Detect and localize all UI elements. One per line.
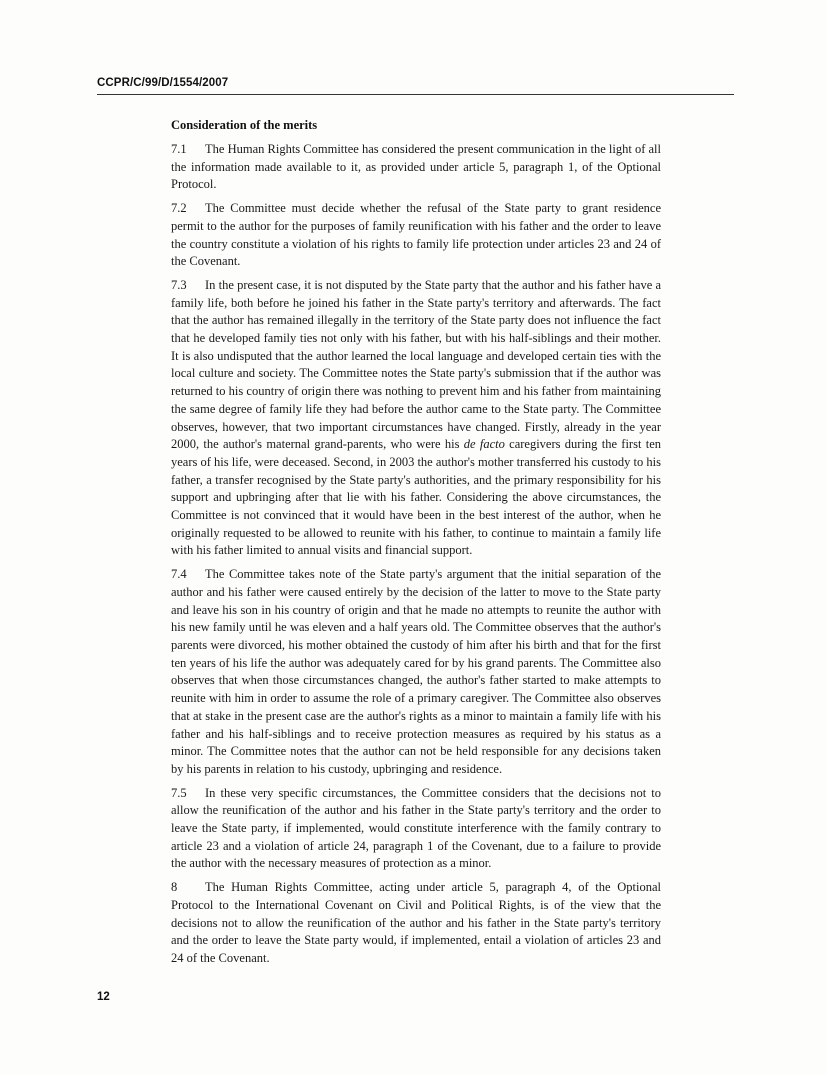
paragraph-7-5 (171, 785, 661, 874)
paragraph-7-3 (171, 277, 661, 560)
paragraph-text: In the present case, it is not disputed by the State party that the author and his father have a family life, both before he joined his father in the State party's territory and afterwards. The fact that the author has remained illegally in the territory of the State party does not influence the fact that he developed family ties not only with his father, but with his half-siblings and their mother. It is also undisputed that the author learned the local language and developed certain ties with the local culture and society. The Committee notes the State party's submission that if the author was returned to his country of origin there was nothing to prevent him and his father from maintaining the same degree of family life they had before the author came to the State party. The Committee observes, however, that two important circumstances have changed. Firstly, already in the year 2000, the author's maternal grand-parents, who were his (171, 277, 661, 452)
paragraph-text: The Committee takes note of the State party's argument that the initial separation of the author and his father were caused entirely by the decision of the latter to move to the State party and leave his son in his country of origin and that he made no attempts to reunite the author with his new family until he was eleven and a half years old. The Committee observes that the author's parents were divorced, his mother obtained the custody of him after his birth and that for the first ten years of his life the author was adequately cared for by his grand parents. The Committee also observes that when those circumstances changed, the author's father started to make attempts to reunite with him in order to assume the role of a primary caregiver. The Committee also observes that at stake in the present case are the author's rights as a minor to maintain a family life with his father and his half-siblings and to receive protection measures as required by his status as a minor. The Committee notes that the author can not be held responsible for any decisions taken by his parents in relation to his custody, upbringing and residence. (171, 567, 661, 776)
paragraph-7-2 (171, 200, 661, 271)
document-symbol: CCPR/C/99/D/1554/2007 (97, 77, 229, 89)
section-heading: Consideration of the merits (171, 118, 318, 132)
paragraph-number: 7.5 (171, 785, 187, 800)
paragraph-text: The Human Rights Committee, acting under article 5, paragraph 4, of the Optional Protocol to the International Covenant on Civil and Political Rights, is of the view that the decisions not to allow the reunification of the author and his father in the State party's territory and the order to leave the State party would, if implemented, entail a violation of articles 23 and 24 of the Covenant. (171, 880, 661, 965)
paragraph-text: In these very specific circumstances, the Committee considers that the decisions not to allow the reunification of the author and his father in the State party's territory and the order to leave the State party, if implemented, would constitute interference with the family contrary to article 23 and a violation of article 24, paragraph 1 of the Covenant, due to a failure to provide the author with the necessary measures of protection as a minor. (171, 785, 661, 871)
document-body (171, 118, 661, 974)
paragraph-number: 7.1 (171, 142, 187, 156)
paragraph-7-4 (171, 566, 661, 778)
paragraph-text: The Human Rights Committee has considered the present communication in the light of all the information made available to it, as provided under article 5, paragraph 1, of the Optional Protocol. (171, 142, 661, 192)
paragraph-number: 7.4 (171, 567, 187, 582)
paragraph-number: 7.3 (171, 277, 187, 292)
paragraph-number: 8 (171, 880, 178, 895)
paragraph-text-continued: caregivers during the first ten years of his life, were deceased. Second, in 2003 the author's mother transferred his custody to his father, a transfer recognised by the State party's authorities, and the primary responsibility for his support and upbringing after that lie with his father. Considering the above circumstances, the Committee is not convinced that it would have been in the best interest of the author, when he originally requested to be allowed to reunite with his father, to continue to maintain a family life with his father limited to annual visits and financial support. (171, 437, 661, 558)
paragraph-italic-term: de facto (463, 437, 505, 452)
paragraph-7-1 (171, 141, 661, 194)
page-number: 12 (97, 991, 110, 1003)
paragraph-number: 7.2 (171, 201, 187, 216)
header-rule (97, 94, 734, 95)
paragraph-text: The Committee must decide whether the refusal of the State party to grant residence permit to the author for the purposes of family reunification with his father and the order to leave the country constitute a violation of his rights to family life protection under articles 23 and 24 of the Covenant. (171, 201, 661, 269)
paragraph-8 (171, 879, 661, 968)
